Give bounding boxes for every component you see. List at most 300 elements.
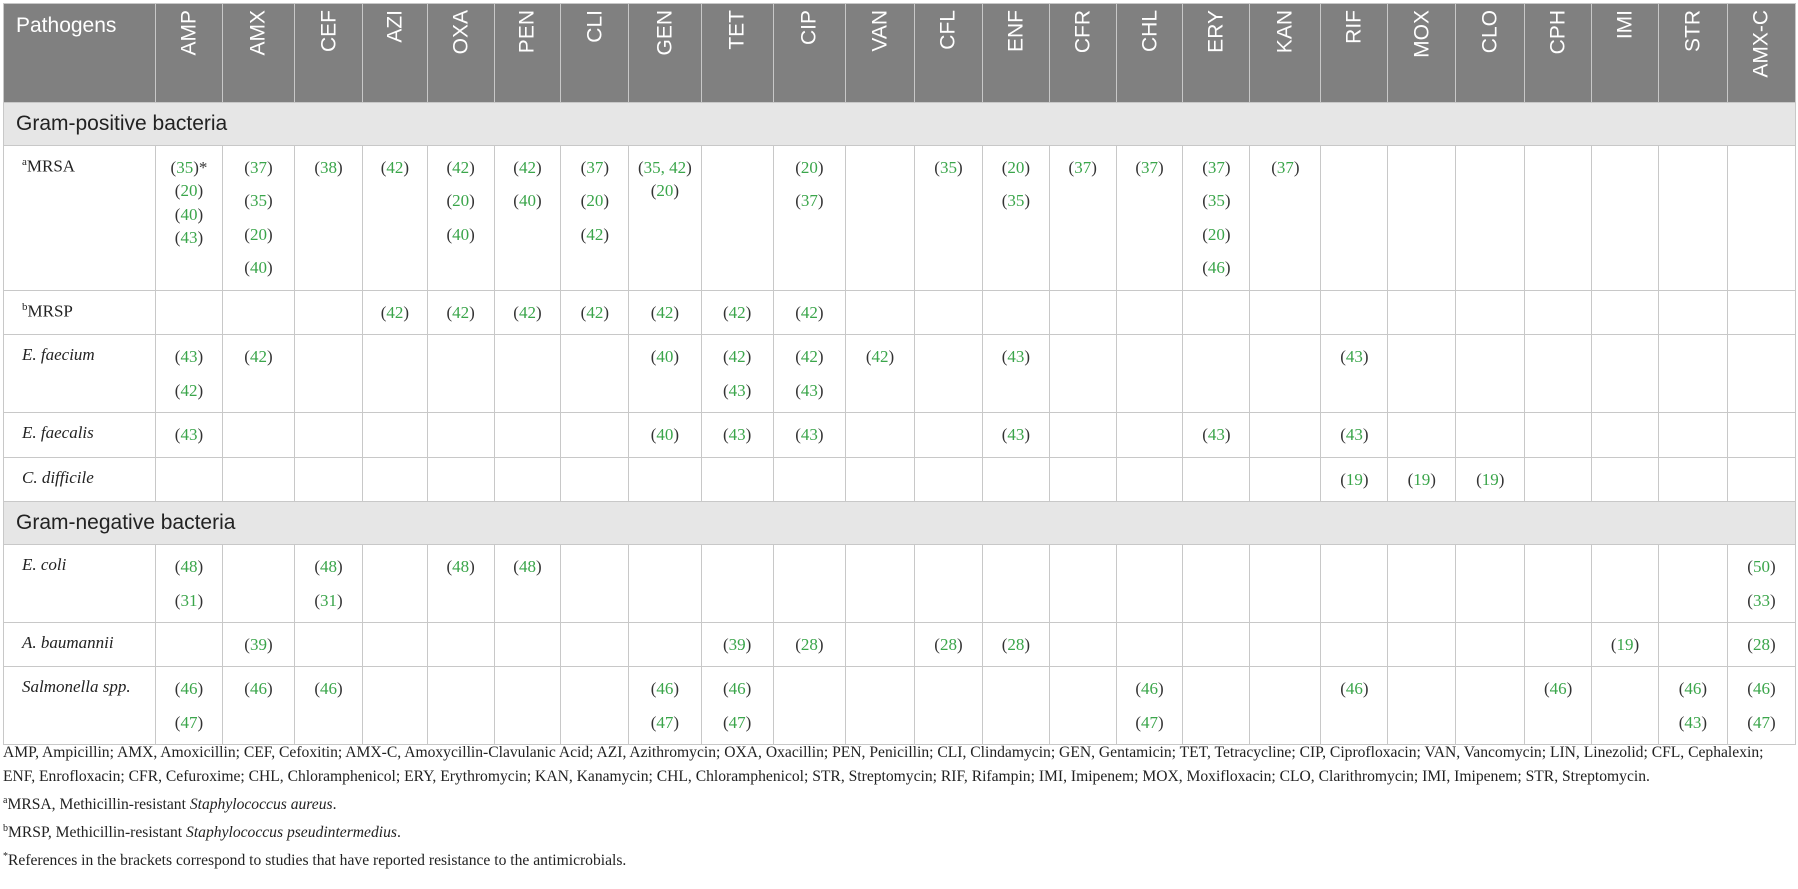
footnote-a-marker: a (3, 795, 8, 806)
reference-cell (494, 413, 561, 457)
reference-cell: (50) (33) (1727, 545, 1795, 623)
reference-cell (363, 622, 428, 666)
reference-cell (1250, 290, 1321, 334)
reference-cell: (42) (363, 290, 428, 334)
reference-cell: (37) (20) (42) (561, 146, 629, 291)
reference-cell (156, 622, 223, 666)
reference-cell (561, 667, 629, 745)
reference-cell: (43) (42) (156, 335, 223, 413)
reference-link[interactable]: 43 (180, 228, 198, 248)
antimicrobial-label: VAN (868, 10, 892, 52)
reference-cell (1116, 413, 1183, 457)
reference-cell (1592, 667, 1659, 745)
reference-cell (1388, 290, 1456, 334)
reference-cell: (43) (982, 413, 1049, 457)
reference-cell: (42) (40) (494, 146, 561, 291)
reference-cell: (43) (701, 413, 773, 457)
reference-cell: (38) (295, 146, 363, 291)
reference-link[interactable]: 42 (586, 224, 604, 244)
pathogen-label: E. faecium (22, 345, 95, 365)
reference-link[interactable]: 20 (586, 191, 604, 211)
reference-link[interactable]: 40 (452, 224, 470, 244)
reference-cell (1727, 457, 1795, 501)
footnote-b-end: . (396, 824, 401, 842)
section-row (4, 502, 1796, 545)
reference-cell (1525, 146, 1592, 291)
reference-cell (363, 457, 428, 501)
reference-cell (295, 457, 363, 501)
reference-link[interactable]: 37 (1074, 158, 1092, 177)
reference-cell: (46) (47) (156, 667, 223, 745)
reference-link[interactable]: 46 (1752, 679, 1770, 699)
footnote-b (3, 817, 1793, 845)
reference-cell: (46) (47) (1116, 667, 1183, 745)
pathogen-footnote-marker: a (22, 156, 27, 168)
pathogen-name (4, 146, 156, 291)
reference-cell (1456, 335, 1525, 413)
reference-link[interactable]: 46 (180, 679, 198, 699)
reference-link[interactable]: 42 (586, 302, 604, 322)
reference-link[interactable]: 43 (1007, 425, 1025, 445)
header-clo (1456, 4, 1525, 103)
antimicrobial-label: ENF (1004, 10, 1028, 52)
reference-link[interactable]: 35 (176, 158, 194, 177)
reference-cell: (42) (494, 290, 561, 334)
reference-cell (1183, 545, 1250, 623)
reference-link[interactable]: 39 (249, 634, 267, 654)
reference-cell (773, 667, 845, 745)
reference-cell: (19) (1388, 457, 1456, 501)
reference-link[interactable]: 43 (1684, 712, 1702, 732)
table-row (4, 545, 1796, 623)
reference-link[interactable]: 42 (871, 347, 889, 367)
reference-cell (1388, 667, 1456, 745)
footnote-a-species: Staphylococcus aureus (189, 796, 333, 814)
antimicrobial-label: CPH (1546, 10, 1570, 55)
footnote-a (3, 789, 1793, 817)
reference-cell (1116, 457, 1183, 501)
reference-link[interactable]: 48 (320, 557, 338, 577)
reference-cell (846, 667, 915, 745)
reference-cell: (43) (1321, 413, 1388, 457)
reference-cell: (19) (1321, 457, 1388, 501)
reference-link[interactable]: 47 (1752, 712, 1770, 732)
antimicrobial-label: AZI (383, 10, 407, 43)
antimicrobial-label: CHL (1138, 10, 1162, 53)
reference-cell (1183, 457, 1250, 501)
reference-link[interactable]: 43 (728, 380, 746, 400)
reference-cell: (20) (37) (773, 146, 845, 291)
reference-cell (915, 290, 983, 334)
header-azi (363, 4, 428, 103)
reference-link[interactable]: 20 (800, 158, 818, 177)
reference-link[interactable]: 19 (1616, 634, 1634, 654)
reference-cell (1592, 413, 1659, 457)
reference-link[interactable]: 43 (1345, 347, 1363, 367)
antimicrobial-label: CEF (317, 10, 341, 52)
reference-cell (427, 667, 494, 745)
reference-cell: (42) (222, 335, 294, 413)
reference-link[interactable]: 43 (180, 425, 198, 445)
footnote-a-end: . (332, 796, 337, 814)
reference-link[interactable]: 43 (800, 380, 818, 400)
reference-link[interactable]: 35 (1207, 191, 1225, 211)
reference-link[interactable]: 43 (1207, 425, 1225, 445)
reference-cell: (46) (222, 667, 294, 745)
table-row (4, 413, 1796, 457)
antimicrobial-label: CFR (1071, 10, 1095, 54)
abbreviation-note: AMP, Ampicillin; AMX, Amoxicillin; CEF, Cefoxitin; AMX-C, Amoxycillin-Clavulanic Acid; AZI, Azithromycin; OXA, Oxacillin; PEN, Penicillin; CLI, Clindamycin; GEN, Gentamicin; TET, Tetracycline; CIP, Ciprofloxacin; VAN, Vancomycin; LIN, Linezolid; CFL, Cephalexin; ENF, Enrofloxacin; CFR, Cefuroxime; CHL, Chloramphenicol; ERY, Erythromycin; KAN, Kanamycin; CHL, Chloramphenicol; STR, Streptomycin; RIF, Rifampin; IMI, Imipenem; MOX, Moxifloxacin; CLO, Clarithromycin; IMI, Imipenem; STR, Streptomycin. (3, 744, 1764, 785)
reference-link[interactable]: 31 (320, 590, 338, 610)
reference-cell (1658, 290, 1727, 334)
reference-cell (915, 667, 983, 745)
reference-cell (1727, 335, 1795, 413)
reference-link[interactable]: 37 (586, 158, 604, 177)
reference-cell: (42) (629, 290, 701, 334)
reference-cell (1183, 622, 1250, 666)
antimicrobial-label: CIP (797, 10, 821, 46)
footnote-star-marker: * (3, 851, 8, 863)
reference-cell: (37) (35) (20) (40) (222, 146, 294, 291)
reference-cell: (43) (773, 413, 845, 457)
header-amx-c (1727, 4, 1795, 103)
reference-link[interactable]: 48 (452, 557, 470, 577)
reference-cell: (46) (1525, 667, 1592, 745)
reference-cell: (37) (1250, 146, 1321, 291)
reference-link[interactable]: 20 (1007, 158, 1025, 177)
reference-cell (1049, 545, 1116, 623)
reference-cell: (28) (773, 622, 845, 666)
reference-link[interactable]: 43 (1345, 425, 1363, 445)
header-mox (1388, 4, 1456, 103)
reference-cell (982, 457, 1049, 501)
reference-cell (1116, 335, 1183, 413)
header-enf (982, 4, 1049, 103)
reference-cell: (42) (846, 335, 915, 413)
reference-cell (1727, 146, 1795, 291)
table-row (4, 290, 1796, 334)
pathogens-header: Pathogens (4, 4, 156, 103)
reference-cell (156, 457, 223, 501)
footnotes (3, 741, 1793, 874)
reference-link[interactable]: 46 (320, 679, 338, 699)
reference-cell: (43) (1183, 413, 1250, 457)
reference-link[interactable]: 43 (180, 347, 198, 367)
header-imi (1592, 4, 1659, 103)
reference-cell (1592, 146, 1659, 291)
reference-link[interactable]: 19 (1413, 469, 1431, 489)
reference-link[interactable]: 46 (1684, 679, 1702, 699)
reference-cell (1658, 146, 1727, 291)
header-cli (561, 4, 629, 103)
reference-cell (1388, 622, 1456, 666)
reference-cell (222, 413, 294, 457)
reference-cell (1456, 413, 1525, 457)
reference-cell (982, 667, 1049, 745)
pathogen-label: A. baumannii (22, 632, 114, 652)
reference-cell: (40) (629, 413, 701, 457)
reference-cell (1183, 290, 1250, 334)
reference-cell: (46) (43) (1658, 667, 1727, 745)
reference-cell (1049, 667, 1116, 745)
reference-link[interactable]: 42 (800, 302, 818, 322)
reference-cell (295, 290, 363, 334)
reference-cell (1592, 290, 1659, 334)
reference-link[interactable]: 42 (180, 380, 198, 400)
pathogen-name (4, 290, 156, 334)
reference-cell (427, 622, 494, 666)
reference-link[interactable]: 43 (728, 425, 746, 445)
reference-cell: (46) (47) (701, 667, 773, 745)
reference-link[interactable]: 47 (1141, 712, 1159, 732)
reference-cell (561, 457, 629, 501)
reference-cell (1525, 413, 1592, 457)
reference-cell: (42) (561, 290, 629, 334)
antimicrobial-label: CFL (936, 10, 960, 50)
reference-link[interactable]: 42 (728, 302, 746, 322)
reference-link[interactable]: 42 (249, 347, 267, 367)
footnote-b-marker: b (3, 823, 8, 835)
reference-cell: (20) (35) (982, 146, 1049, 291)
reference-cell: (35) (915, 146, 983, 291)
reference-cell: (43) (1321, 335, 1388, 413)
reference-cell: (28) (915, 622, 983, 666)
reference-link[interactable]: 46 (1345, 679, 1363, 699)
reference-cell (915, 413, 983, 457)
reference-cell (561, 545, 629, 623)
reference-link[interactable]: 47 (728, 712, 746, 732)
pathogen-name (4, 413, 156, 457)
reference-link[interactable]: 40 (180, 204, 198, 224)
reference-link[interactable]: 37 (800, 191, 818, 211)
reference-link[interactable]: 19 (1345, 469, 1363, 489)
reference-link[interactable]: 50 (1752, 557, 1770, 577)
section-title: Gram-negative bacteria (4, 502, 1796, 545)
reference-link[interactable]: 42 (386, 158, 404, 177)
reference-link[interactable]: 35 (249, 191, 267, 211)
reference-cell (1049, 335, 1116, 413)
reference-link[interactable]: 28 (939, 634, 957, 654)
header-cph (1525, 4, 1592, 103)
reference-link[interactable]: 37 (1207, 158, 1225, 177)
table-row (4, 335, 1796, 413)
reference-cell (1456, 667, 1525, 745)
pathogen-label: E. coli (22, 555, 67, 575)
reference-link[interactable]: 20 (180, 181, 198, 201)
reference-cell (1727, 413, 1795, 457)
reference-link[interactable]: 35 (1007, 191, 1025, 211)
reference-link[interactable]: 28 (1752, 634, 1770, 654)
reference-link[interactable]: 39 (728, 634, 746, 654)
reference-cell (1658, 545, 1727, 623)
reference-link[interactable]: 38 (320, 158, 338, 177)
reference-link[interactable]: 46 (1549, 679, 1567, 699)
reference-cell (427, 457, 494, 501)
reference-link[interactable]: 31 (180, 590, 198, 610)
reference-cell (1658, 457, 1727, 501)
reference-link[interactable]: 40 (656, 425, 674, 445)
reference-link[interactable]: 35 (939, 158, 957, 177)
reference-cell (1183, 667, 1250, 745)
header-amp (156, 4, 223, 103)
reference-link[interactable]: 20 (1207, 224, 1225, 244)
header-cip (773, 4, 845, 103)
reference-cell: (42) (20) (40) (427, 146, 494, 291)
pathogen-footnote-marker: b (22, 300, 28, 313)
reference-cell (295, 622, 363, 666)
reference-cell (494, 335, 561, 413)
reference-cell (1388, 146, 1456, 291)
pathogen-name (4, 545, 156, 623)
reference-cell (363, 335, 428, 413)
reference-link[interactable]: 46 (1141, 679, 1159, 699)
reference-cell (1250, 545, 1321, 623)
reference-cell: (46) (47) (629, 667, 701, 745)
reference-cell (561, 622, 629, 666)
header-amx (222, 4, 294, 103)
reference-cell: (46) (1321, 667, 1388, 745)
reference-cell (1388, 413, 1456, 457)
reference-cell (1456, 545, 1525, 623)
pathogen-label: MRSA (26, 156, 76, 176)
reference-cell (363, 667, 428, 745)
reference-cell (1250, 457, 1321, 501)
reference-cell (701, 545, 773, 623)
reference-cell (701, 457, 773, 501)
reference-cell (1658, 335, 1727, 413)
header-ery (1183, 4, 1250, 103)
reference-link[interactable]: 43 (1007, 347, 1025, 367)
reference-link[interactable]: 33 (1752, 590, 1770, 610)
reference-cell: (42) (773, 290, 845, 334)
reference-link[interactable]: 42 (656, 302, 674, 322)
reference-link[interactable]: 20 (656, 181, 674, 201)
reference-link[interactable]: 37 (1141, 158, 1159, 177)
table-row (4, 667, 1796, 745)
pathogen-label: C. difficile (22, 467, 94, 487)
pathogen-label: E. faecalis (22, 423, 94, 443)
reference-cell (629, 622, 701, 666)
reference-cell (1388, 335, 1456, 413)
reference-link[interactable]: 35, 42 (643, 158, 687, 177)
reference-cell: (37) (1116, 146, 1183, 291)
reference-cell: (42) (363, 146, 428, 291)
reference-cell (1049, 622, 1116, 666)
section-title: Gram-positive bacteria (4, 103, 1796, 146)
reference-cell: (48) (31) (156, 545, 223, 623)
table-row (4, 622, 1796, 666)
reference-link[interactable]: 42 (452, 158, 470, 177)
reference-cell: (39) (701, 622, 773, 666)
reference-link[interactable]: 46 (1207, 258, 1225, 278)
reference-link[interactable]: 46 (656, 679, 674, 699)
header-rif (1321, 4, 1388, 103)
reference-link[interactable]: 47 (180, 712, 198, 732)
reference-cell: (42) (43) (773, 335, 845, 413)
pathogen-name (4, 667, 156, 745)
antimicrobial-label: CLI (583, 10, 607, 43)
reference-link[interactable]: 19 (1481, 469, 1499, 489)
footnote-star-text: References in the brackets correspond to studies that have reported resistance to the antimicrobials. (8, 852, 627, 870)
header-cfr (1049, 4, 1116, 103)
reference-cell (1116, 622, 1183, 666)
reference-cell (222, 545, 294, 623)
reference-cell (1183, 335, 1250, 413)
reference-link[interactable]: 48 (180, 557, 198, 577)
reference-link[interactable]: 42 (800, 347, 818, 367)
reference-link[interactable]: 42 (386, 302, 404, 322)
reference-cell (629, 457, 701, 501)
reference-cell (1049, 413, 1116, 457)
reference-cell (1525, 622, 1592, 666)
reference-link[interactable]: 20 (249, 224, 267, 244)
reference-cell: (48) (494, 545, 561, 623)
reference-link[interactable]: 42 (728, 347, 746, 367)
reference-link[interactable]: 40 (656, 347, 674, 367)
reference-link[interactable]: 42 (518, 158, 536, 177)
reference-link[interactable]: 20 (452, 191, 470, 211)
table-header-row (4, 4, 1796, 103)
reference-cell (156, 290, 223, 334)
reference-cell: (39) (222, 622, 294, 666)
reference-link[interactable]: 28 (800, 634, 818, 654)
reference-link[interactable]: 37 (249, 158, 267, 177)
reference-link[interactable]: 40 (249, 258, 267, 278)
reference-link[interactable]: 37 (1276, 158, 1294, 177)
table-row (4, 146, 1796, 291)
reference-cell (846, 457, 915, 501)
reference-cell (701, 146, 773, 291)
pathogen-name (4, 457, 156, 501)
reference-cell (1250, 335, 1321, 413)
footnote-b-text: MRSP, Methicillin-resistant (8, 824, 187, 842)
reference-link[interactable]: 48 (518, 557, 536, 577)
antimicrobial-label: TET (725, 10, 749, 50)
reference-link[interactable]: 46 (249, 679, 267, 699)
antimicrobial-label: OXA (449, 10, 473, 55)
antimicrobial-label: AMX (246, 10, 270, 56)
reference-link[interactable]: 40 (518, 191, 536, 211)
reference-cell (915, 335, 983, 413)
reference-link[interactable]: 46 (728, 679, 746, 699)
reference-cell: (19) (1456, 457, 1525, 501)
header-str (1658, 4, 1727, 103)
reference-cell (1525, 457, 1592, 501)
reference-cell (1525, 335, 1592, 413)
resistance-table (3, 3, 1796, 745)
reference-cell (1456, 146, 1525, 291)
reference-cell: (28) (1727, 622, 1795, 666)
reference-cell (773, 457, 845, 501)
reference-link[interactable]: 42 (518, 302, 536, 322)
reference-cell (915, 545, 983, 623)
reference-cell (1658, 413, 1727, 457)
antimicrobial-label: GEN (653, 10, 677, 56)
footnote-a-text: MRSA, Methicillin-resistant (7, 796, 190, 814)
reference-cell (1049, 290, 1116, 334)
reference-link[interactable]: 43 (800, 425, 818, 445)
reference-link[interactable]: 28 (1007, 634, 1025, 654)
reference-cell: (28) (982, 622, 1049, 666)
reference-link[interactable]: 42 (452, 302, 470, 322)
reference-cell (915, 457, 983, 501)
reference-cell (295, 413, 363, 457)
reference-cell (846, 413, 915, 457)
reference-cell (1456, 290, 1525, 334)
reference-cell (1321, 545, 1388, 623)
reference-cell: (43) (156, 413, 223, 457)
reference-link[interactable]: 47 (656, 712, 674, 732)
